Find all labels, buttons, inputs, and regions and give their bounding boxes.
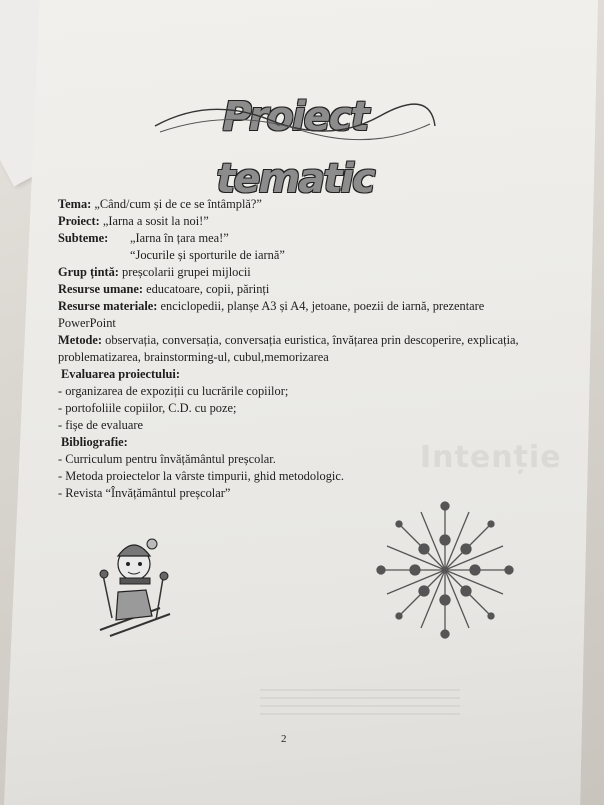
evaluare-heading: Evaluarea proiectului: xyxy=(61,367,180,381)
proiect-label: Proiect: xyxy=(58,214,100,228)
subteme-value-2: “Jocurile și sporturile de iarnă” xyxy=(130,248,285,262)
row-metode xyxy=(58,332,558,349)
row-proiect xyxy=(58,213,558,230)
grup-value: preșcolarii grupei mijlocii xyxy=(118,265,251,279)
row-resurse-materiale-2 xyxy=(58,315,558,332)
metode-label: Metode: xyxy=(58,333,103,347)
title-swirl-decoration xyxy=(150,86,440,202)
row-resurse-umane xyxy=(58,281,558,298)
row-metode-2 xyxy=(58,349,558,366)
metode-value: observația, conversația, conversația euristica, învățarea prin descoperire, explicația, xyxy=(102,333,519,347)
proiect-value: „Iarna a sosit la noi!” xyxy=(99,214,209,228)
grup-label: Grup țintă: xyxy=(58,265,119,279)
bibliografie-heading: Bibliografie: xyxy=(61,435,128,449)
resurse-umane-value: educatoare, copii, părinți xyxy=(143,282,270,296)
resurse-materiale-value-2: PowerPoint xyxy=(58,316,116,330)
row-grup xyxy=(58,264,558,281)
resurse-materiale-value: enciclopedii, planșe A3 și A4, jetoane, poezii de iarnă, prezentare xyxy=(157,299,485,313)
row-resurse-materiale xyxy=(58,298,558,315)
resurse-umane-label: Resurse umane: xyxy=(58,282,144,296)
subteme-label: Subteme: xyxy=(58,231,109,245)
evaluare-item: - organizarea de expoziții cu lucrările copiilor; xyxy=(58,384,289,398)
page-number: 2 xyxy=(281,733,287,745)
subteme-value-1: „Iarna în țara mea!” xyxy=(130,231,229,245)
bibliografie-item: - Revista “Învățământul preșcolar” xyxy=(58,486,231,500)
metode-value-2: problematizarea, brainstorming-ul, cubul,memorizarea xyxy=(58,350,329,364)
page-title xyxy=(150,86,440,202)
resurse-materiale-label: Resurse materiale: xyxy=(58,299,158,313)
skier-child-illustration xyxy=(90,530,180,640)
bleed-through-text xyxy=(260,685,460,715)
tema-value: „Când/cum și de ce se întâmplă?” xyxy=(91,197,262,211)
tema-label: Tema: xyxy=(58,197,92,211)
evaluare-item: - fișe de evaluare xyxy=(58,418,143,432)
row-subteme-2 xyxy=(58,247,558,264)
snowflake-illustration xyxy=(370,500,520,640)
row-tema xyxy=(58,196,558,213)
bibliografie-item: - Curriculum pentru învățământul preșcolar. xyxy=(58,452,276,466)
evaluare-item: - portofoliile copiilor, C.D. cu poze; xyxy=(58,401,237,415)
bleed-through-watermark: Intenție xyxy=(420,440,562,475)
bibliografie-item: - Metoda proiectelor la vârste timpurii, ghid metodologic. xyxy=(58,469,344,483)
row-subteme xyxy=(58,230,558,247)
title-text: Proiect tematic xyxy=(216,94,374,202)
